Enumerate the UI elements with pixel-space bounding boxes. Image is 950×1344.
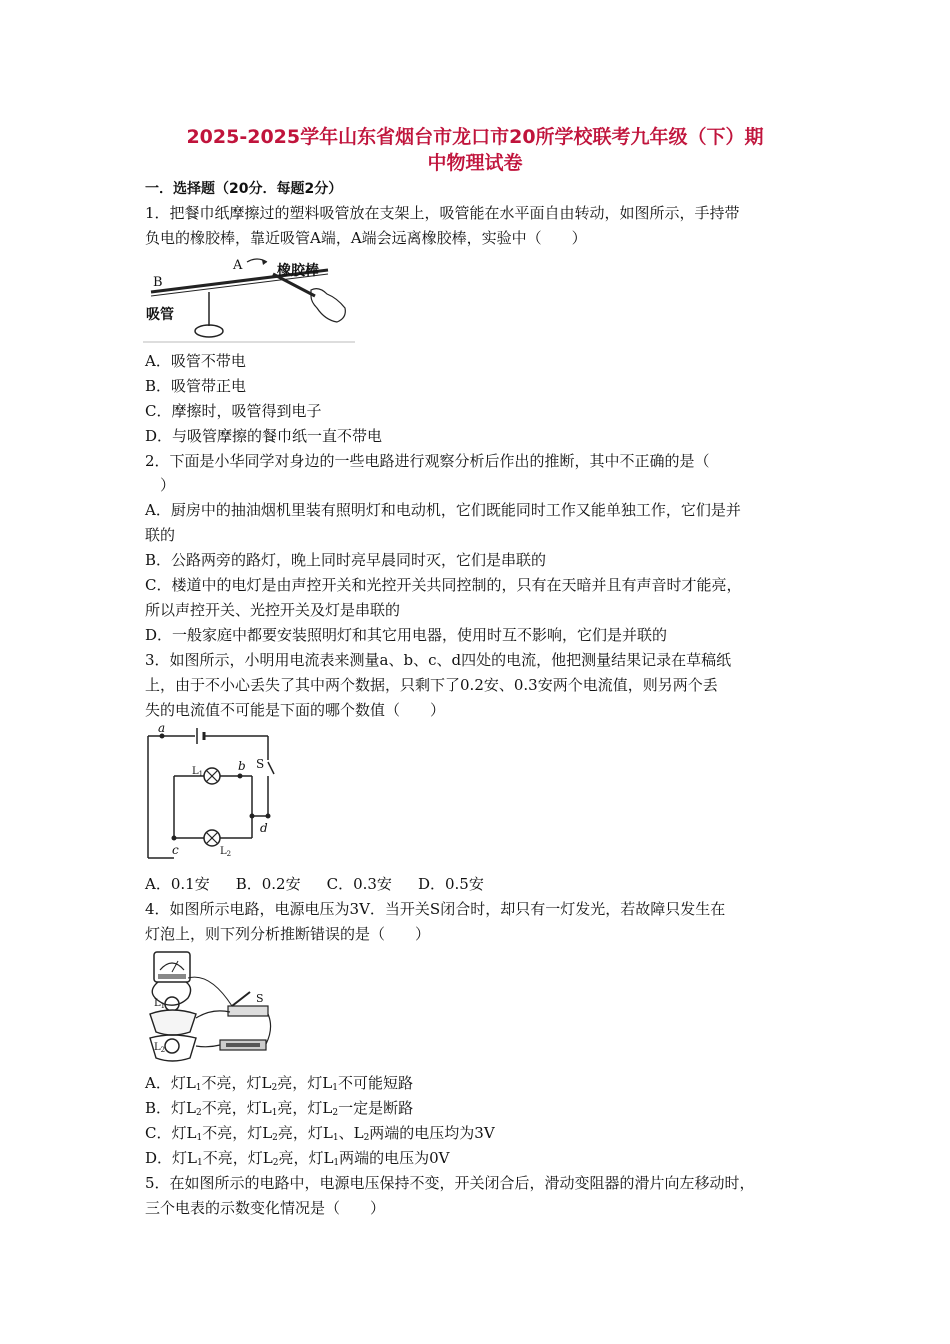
q1-straw-figure: [143, 252, 358, 344]
exam-title-line1: 2025-2025学年山东省烟台市龙口市20所学校联考九年级（下）期: [186, 126, 764, 148]
q3-option-a: A．0.1安: [145, 875, 210, 893]
q2-option-c-line1: C．楼道中的电灯是由声控开关和光控开关共同控制的，只有在天暗并且有声音时才能亮，: [145, 576, 742, 594]
q4-circuit-photo: [140, 948, 275, 1064]
q4-stem-line2: 灯泡上，则下列分析推断错误的是（ ）: [145, 925, 431, 943]
q3-options-row: [145, 873, 510, 895]
q4-label-s: S: [256, 992, 264, 1005]
q2-stem-line1: 2．下面是小华同学对身边的一些电路进行观察分析后作出的推断，其中不正确的是（: [145, 452, 710, 470]
q2-option-d: D．一般家庭中都要安装照明灯和其它用电器，使用时互不影响，它们是并联的: [145, 626, 668, 644]
q3-label-l1: $L_1$: [192, 766, 204, 778]
q3-label-b: b: [238, 759, 246, 773]
q2-stem-line2: ）: [145, 476, 176, 494]
q5-stem-line2: 三个电表的示数变化情况是（ ）: [145, 1199, 386, 1217]
q2-option-a-line2: 联的: [145, 526, 176, 544]
q3-label-c: c: [172, 843, 179, 857]
q1-option-c: C．摩擦时，吸管得到电子: [145, 402, 322, 420]
q1-label-a: A: [233, 258, 243, 273]
q3-circuit-figure: [140, 724, 280, 862]
q1-option-b: B．吸管带正电: [145, 377, 247, 395]
q1-label-straw: 吸管: [146, 307, 174, 323]
q3-label-d: d: [260, 821, 268, 835]
q4-label-l1: $L_1$: [154, 998, 166, 1010]
q3-option-d: D．0.5安: [417, 875, 484, 893]
exam-title-line2: 中物理试卷: [427, 152, 523, 174]
q1-stem-line1: 1．把餐巾纸摩擦过的塑料吸管放在支架上，吸管能在水平面自由转动，如图所示，手持带: [145, 204, 740, 222]
q4-option-b: B．灯$L_2$不亮，灯$L_1$亮，灯$L_2$一定是断路: [145, 1099, 414, 1118]
q5-stem-line1: 5．在如图所示的电路中，电源电压保持不变，开关闭合后，滑动变阻器的滑片向左移动时，: [145, 1174, 755, 1192]
q3-stem-line1: 3．如图所示，小明用电流表来测量a、b、c、d四处的电流，他把测量结果记录在草稿纸: [145, 651, 732, 669]
q3-stem-line2: 上，由于不小心丢失了其中两个数据，只剩下了0.2安、0.3安两个电流值，则另两个丢: [145, 676, 718, 694]
q1-option-a: A．吸管不带电: [145, 352, 246, 370]
q1-label-b: B: [153, 275, 163, 290]
q2-option-c-line2: 所以声控开关、光控开关及灯是串联的: [145, 601, 401, 619]
q3-label-l2: $L_2$: [220, 846, 232, 858]
q3-stem-line3: 失的电流值不可能是下面的哪个数值（ ）: [145, 701, 446, 719]
q1-label-rod: 橡胶棒: [277, 263, 319, 279]
q4-stem-line1: 4．如图所示电路，电源电压为3V．当开关S闭合时，却只有一灯发光，若故障只发生在: [145, 900, 726, 918]
q2-option-b: B．公路两旁的路灯，晚上同时亮早晨同时灭，它们是串联的: [145, 551, 547, 569]
q4-option-d: D．灯$L_1$不亮，灯$L_2$亮，灯$L_1$两端的电压为0V: [145, 1149, 450, 1168]
q3-option-c: C．0.3安: [326, 875, 392, 893]
q4-option-a: A．灯$L_1$不亮，灯$L_2$亮，灯$L_1$不可能短路: [145, 1074, 413, 1093]
q3-label-a: a: [158, 724, 166, 735]
q4-option-c: C．灯$L_1$不亮，灯$L_2$亮，灯$L_1$、$L_2$两端的电压均为3V: [145, 1124, 495, 1143]
q4-label-l2: $L_2$: [154, 1042, 166, 1054]
section-heading: 一．选择题（20分．每题2分）: [145, 181, 343, 197]
q1-option-d: D．与吸管摩擦的餐巾纸一直不带电: [145, 427, 383, 445]
q3-label-s: S: [256, 757, 265, 771]
q2-option-a-line1: A．厨房中的抽油烟机里装有照明灯和电动机，它们既能同时工作又能单独工作，它们是并: [145, 501, 741, 519]
q3-option-b: B．0.2安: [235, 875, 301, 893]
q1-stem-line2: 负电的橡胶棒，靠近吸管A端，A端会远离橡胶棒，实验中（ ）: [145, 229, 587, 247]
